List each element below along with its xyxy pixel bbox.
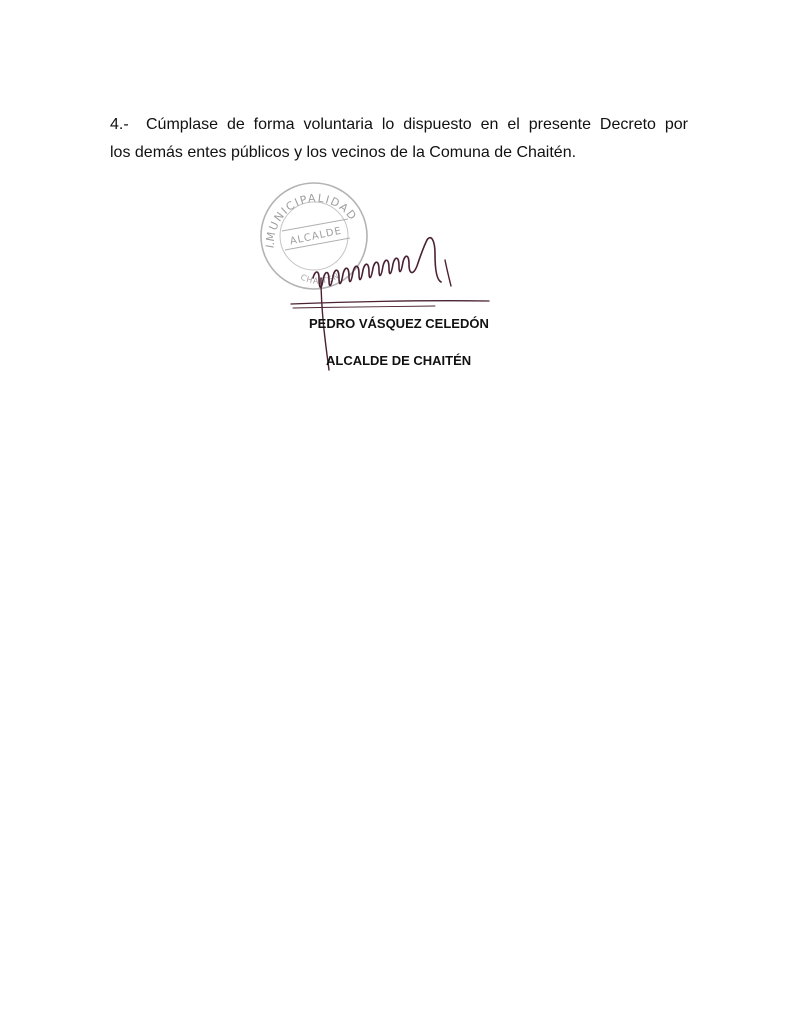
- stamp-top-text: MUNICIPALIDAD: [263, 191, 360, 243]
- signatory-name: PEDRO VÁSQUEZ CELEDÓN: [309, 316, 489, 331]
- signature-underline-second: [293, 306, 435, 308]
- clause-line-2: los demás entes públicos y los vecinos de la Comuna de Chaitén.: [110, 144, 577, 161]
- signature-tick: [445, 260, 451, 286]
- signature-underline: [291, 301, 489, 304]
- stamp-center-text: ALCALDE: [288, 225, 343, 248]
- stamp-bottom-text: CHAITÉN: [299, 271, 342, 286]
- clause-paragraph: [110, 111, 688, 167]
- clause-text-1: Cúmplase de forma voluntaria lo dispuesto en el presente Decreto por: [146, 116, 688, 133]
- signature-flourish: [313, 238, 441, 288]
- clause-line-1: [110, 111, 688, 139]
- stamp-prefix-text: I.: [263, 240, 278, 250]
- signatory-title: ALCALDE DE CHAITÉN: [326, 353, 472, 368]
- clause-number: 4.-: [110, 116, 129, 133]
